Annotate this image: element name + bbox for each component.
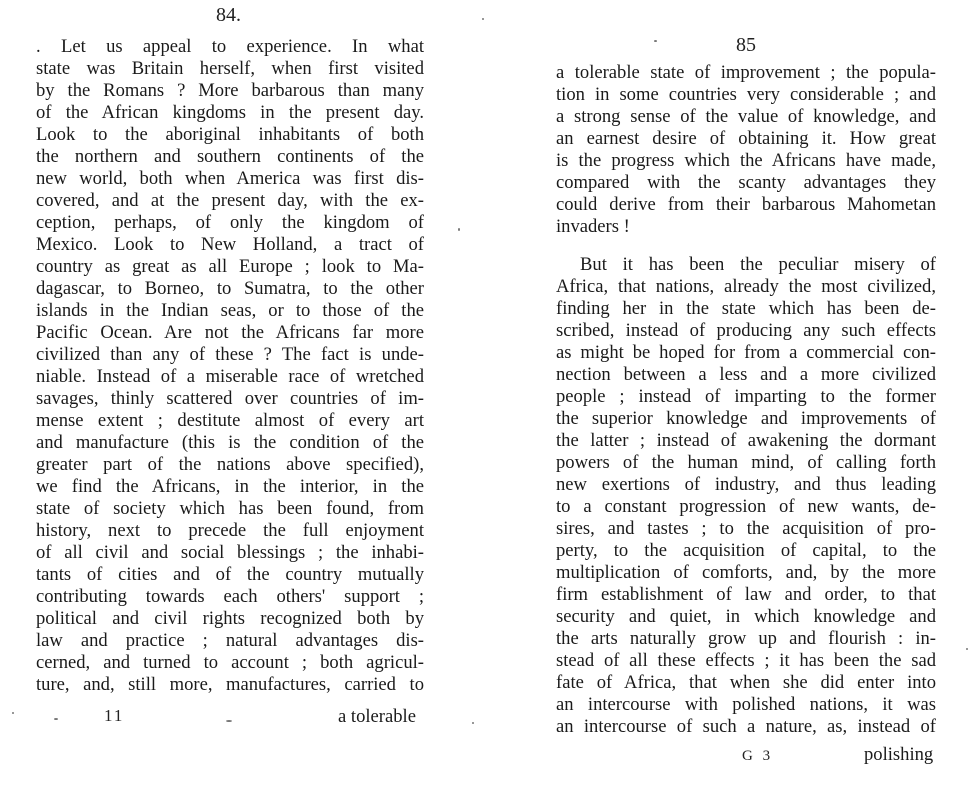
- scan-speck: [654, 40, 657, 42]
- page-number: 84.: [216, 4, 241, 26]
- text-line: islands in the Indian seas, or to those of the: [36, 300, 424, 321]
- scan-speck: [458, 228, 460, 231]
- text-line: state was Britain herself, when first visited: [36, 58, 424, 79]
- text-line: country as great as all Europe ; look to Ma-: [36, 256, 424, 277]
- text-line: we find the Africans, in the interior, in the: [36, 476, 424, 497]
- text-line: an intercourse with polished nations, it was: [556, 694, 936, 715]
- text-line: compared with the scanty advantages they: [556, 172, 936, 193]
- text-line: civilized than any of these ? The fact is unde-: [36, 344, 424, 365]
- text-line: invaders !: [556, 216, 630, 237]
- text-line: multiplication of comforts, and, by the more: [556, 562, 936, 583]
- text-line: Pacific Ocean. Are not the Africans far more: [36, 322, 424, 343]
- text-line: Africa, that nations, already the most civilized,: [556, 276, 936, 297]
- text-line: state of society which has been found, from: [36, 498, 424, 519]
- scan-speck: [472, 722, 474, 724]
- text-line: the northern and southern continents of the: [36, 146, 424, 167]
- text-line: tion in some countries very considerable ; and: [556, 84, 936, 105]
- text-line: Look to the aboriginal inhabitants of both: [36, 124, 424, 145]
- text-line: could derive from their barbarous Mahometan: [556, 194, 936, 215]
- text-line: mense extent ; destitute almost of every art: [36, 410, 424, 431]
- text-line: tants of cities and of the country mutually: [36, 564, 424, 585]
- text-line: contributing towards each others' support ;: [36, 586, 424, 607]
- catchword: polishing: [864, 744, 934, 765]
- text-line: cerned, and turned to account ; both agricul-: [36, 652, 424, 673]
- text-line: finding her in the state which has been de-: [556, 298, 936, 319]
- text-line: of all civil and social blessings ; the inhabi-: [36, 542, 424, 563]
- text-line: perty, to the acquisition of capital, to the: [556, 540, 936, 561]
- text-line: savages, thinly scattered over countries of im-: [36, 388, 424, 409]
- signature-mark: 11: [104, 706, 125, 725]
- signature-mark: G 3: [742, 748, 774, 764]
- text-line: security and quiet, in which knowledge and: [556, 606, 936, 627]
- text-line: history, next to precede the full enjoyment: [36, 520, 424, 541]
- text-line: covered, and at the present day, with the ex-: [36, 190, 424, 211]
- text-line: sires, and tastes ; to the acquisition of pro-: [556, 518, 936, 539]
- text-line: is the progress which the Africans have made,: [556, 150, 936, 171]
- text-line: an intercourse of such a nature, as, instead of: [556, 716, 936, 737]
- catchword: a tolerable: [338, 706, 416, 727]
- scan-speck: [966, 648, 968, 650]
- text-line: an earnest desire of obtaining it. How great: [556, 128, 936, 149]
- text-line: stead of all these effects ; it has been the sad: [556, 650, 936, 671]
- scan-speck: [226, 720, 232, 722]
- text-line: nection between a less and a more civilized: [556, 364, 936, 385]
- left-page: [0, 0, 470, 806]
- text-line: . Let us appeal to experience. In what: [36, 36, 424, 57]
- text-line: greater part of the nations above specified),: [36, 454, 424, 475]
- text-line: ture, and, still more, manufactures, carried to: [36, 674, 424, 695]
- text-line: political and civil rights recognized both by: [36, 608, 424, 629]
- scan-speck: [12, 712, 14, 714]
- text-line: new exertions of industry, and thus leading: [556, 474, 936, 495]
- text-line: a tolerable state of improvement ; the popula-: [556, 62, 936, 83]
- text-line: by the Romans ? More barbarous than many: [36, 80, 424, 101]
- text-line: of the African kingdoms in the present day.: [36, 102, 424, 123]
- right-page: [490, 0, 980, 806]
- text-line: law and practice ; natural advantages dis-: [36, 630, 424, 651]
- text-line: firm establishment of law and order, to that: [556, 584, 936, 605]
- text-line: niable. Instead of a miserable race of wretched: [36, 366, 424, 387]
- text-line: powers of the human mind, of calling forth: [556, 452, 936, 473]
- page-number: 85: [736, 34, 756, 56]
- text-line: the superior knowledge and improvements of: [556, 408, 936, 429]
- text-line: the arts naturally grow up and flourish : in-: [556, 628, 936, 649]
- scan-speck: [54, 718, 58, 720]
- text-line: to a constant progression of new wants, de-: [556, 496, 936, 517]
- scan-speck: [482, 18, 484, 20]
- text-line: Mexico. Look to New Holland, a tract of: [36, 234, 424, 255]
- text-line: fate of Africa, that when she did enter into: [556, 672, 936, 693]
- text-line: ception, perhaps, of only the kingdom of: [36, 212, 424, 233]
- text-line: people ; instead of imparting to the former: [556, 386, 936, 407]
- text-line: the latter ; instead of awakening the dormant: [556, 430, 936, 451]
- text-line: a strong sense of the value of knowledge, and: [556, 106, 936, 127]
- text-line: and manufacture (this is the condition of the: [36, 432, 424, 453]
- text-line: as might be hoped for from a commercial con-: [556, 342, 936, 363]
- text-line: scribed, instead of producing any such effects: [556, 320, 936, 341]
- text-line: But it has been the peculiar misery of: [580, 254, 936, 275]
- text-line: new world, both when America was first dis-: [36, 168, 424, 189]
- text-line: dagascar, to Borneo, to Sumatra, to the other: [36, 278, 424, 299]
